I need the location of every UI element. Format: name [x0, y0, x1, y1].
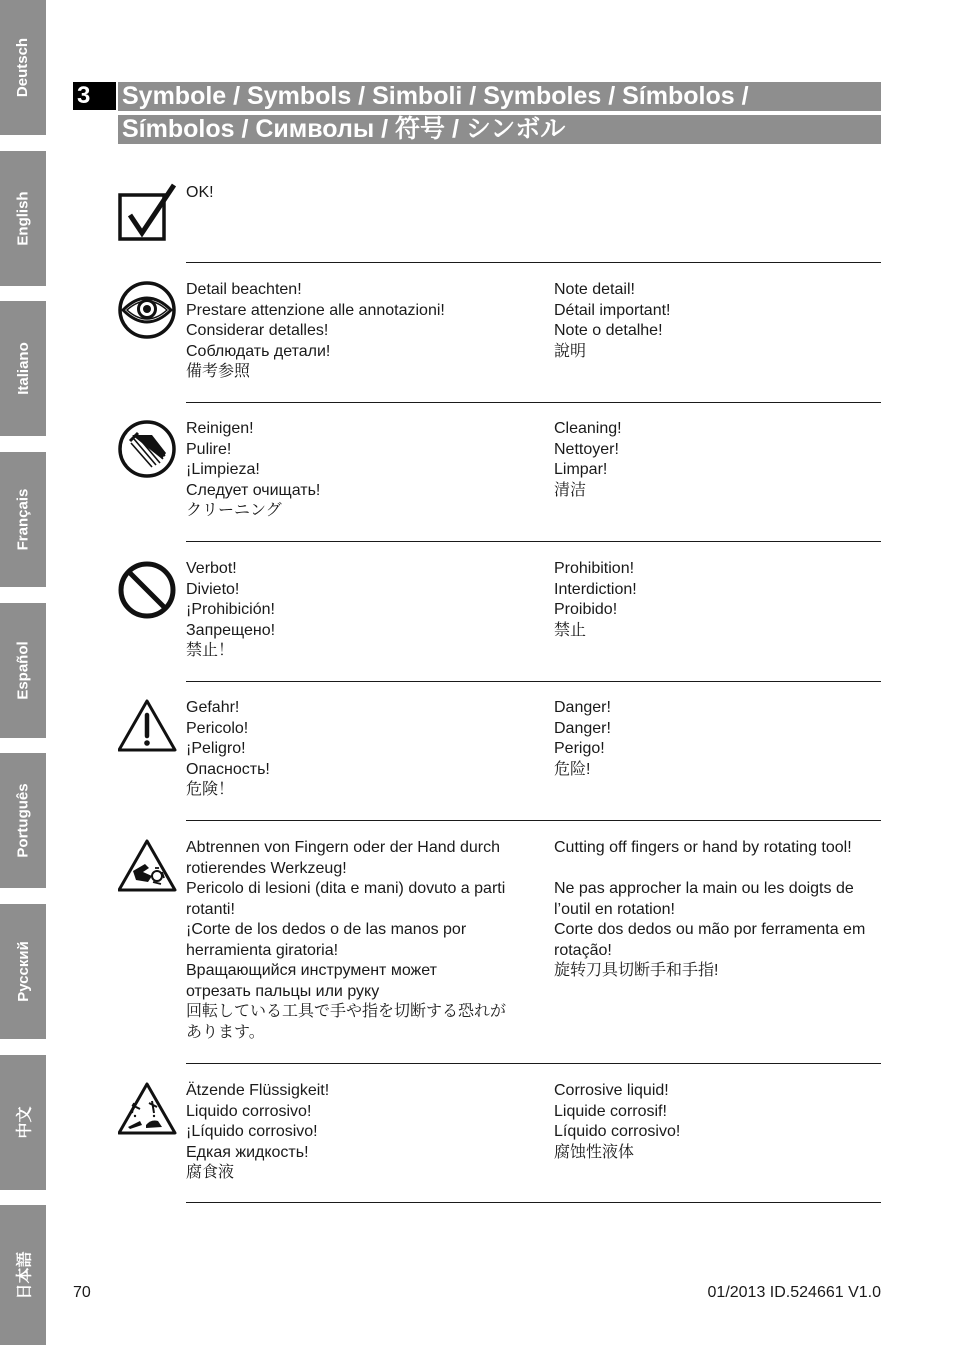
symbol-text-line: 回転している工具で手や指を切断する恐れがあります。 — [186, 1003, 507, 1041]
symbol-text-line: Note o detalhe! — [554, 322, 663, 339]
symbol-text-line: Cleaning! — [554, 420, 622, 437]
side-tab-label: Español — [14, 641, 32, 700]
side-tab-italiano[interactable] — [0, 301, 46, 436]
symbol-text-line: Cutting off fingers or hand by rotating tool! — [554, 839, 852, 856]
side-tab-label: 中文 — [16, 1106, 34, 1139]
side-tab-label: 日本語 — [16, 1250, 34, 1300]
symbol-text-line: Gefahr! — [186, 699, 240, 716]
symbol-text-line: ¡Prohibición! — [186, 601, 275, 618]
row-divider — [186, 541, 881, 542]
symbol-text-line: Ätzende Flüssigkeit! — [186, 1082, 330, 1099]
symbol-text-line: Pericolo di lesioni (dita e mani) dovuto a parti rotanti! — [186, 880, 506, 918]
symbol-text-line: OK! — [186, 184, 214, 201]
symbol-text-line: Reinigen! — [186, 420, 254, 437]
side-tab-label: Português — [14, 783, 32, 858]
side-tab-label: Русский — [14, 941, 32, 1002]
symbol-text-line: Nettoyer! — [554, 440, 619, 458]
eye-icon — [118, 280, 178, 340]
symbol-text-line: Prohibition! — [554, 560, 635, 577]
side-tab-label: Français — [14, 488, 32, 551]
symbol-text-line: Danger! — [554, 699, 611, 716]
symbol-text-line: Следует очищать! — [186, 481, 321, 499]
symbol-text-left — [186, 559, 516, 662]
symbol-text-line: 腐食液 — [186, 1164, 235, 1181]
symbol-text-right — [554, 280, 894, 362]
symbol-text-line: Ne pas approcher la main ou les doigts de l’outil en rotation! — [554, 880, 854, 918]
row-divider — [186, 820, 881, 821]
symbol-text-line: 危険！ — [186, 781, 235, 798]
section-number: 3 — [73, 82, 116, 110]
symbol-text-line: Verbot! — [186, 560, 237, 577]
page-number: 70 — [73, 1284, 91, 1301]
side-tab-label: English — [14, 191, 32, 246]
symbol-text-line — [554, 859, 884, 880]
symbol-text-right — [554, 698, 894, 780]
symbol-text-line: ¡Limpieza! — [186, 461, 260, 478]
corrosive-icon — [118, 1081, 178, 1141]
symbol-text-line: 清洁 — [554, 481, 587, 499]
section-title-line2: Símbolos / Символы / 符号 / シンボル — [118, 115, 881, 144]
side-tab-english[interactable] — [0, 151, 46, 286]
warning-triangle-icon — [118, 698, 178, 758]
symbol-text-line: Едкая жидкость! — [186, 1143, 309, 1161]
side-tab-espanol[interactable] — [0, 603, 46, 738]
symbol-text-line: Запрещено! — [186, 621, 276, 639]
side-tab-label: Italiano — [14, 342, 32, 395]
symbol-text-line: Considerar detalles! — [186, 322, 329, 339]
symbol-text-left — [186, 698, 516, 801]
row-divider — [186, 262, 881, 263]
symbol-text-left — [186, 838, 506, 1043]
side-tab-russian[interactable] — [0, 904, 46, 1039]
row-divider — [186, 681, 881, 682]
symbol-text-line: Abtrennen von Fingern oder der Hand durch rotierendes Werkzeug! — [186, 839, 500, 877]
symbol-text-line: ¡Corte de los dedos o de las manos por herramienta giratoria! — [186, 921, 467, 959]
symbol-text-line: Proibido! — [554, 601, 618, 618]
symbol-text-line: Limpar! — [554, 461, 608, 478]
symbol-text-line: Corrosive liquid! — [554, 1082, 669, 1099]
rotating-tool-hand-icon — [118, 838, 178, 898]
checkbox-check-icon — [118, 183, 178, 243]
side-tab-chinese[interactable] — [0, 1055, 46, 1190]
symbol-text-left — [186, 419, 516, 522]
symbol-text-line: Perigo! — [554, 740, 605, 757]
symbol-text-left — [186, 1081, 516, 1184]
symbol-text-line: ¡Peligro! — [186, 740, 246, 757]
brush-cleaning-icon — [118, 419, 178, 479]
symbol-text-line: 危险! — [554, 760, 591, 778]
symbol-text-right — [554, 1081, 894, 1163]
symbol-text-line: Prestare attenzione alle annotazioni! — [186, 301, 445, 319]
symbol-text-right — [554, 559, 894, 641]
symbol-text-line: Detail beachten! — [186, 281, 302, 298]
side-tab-label: Deutsch — [14, 37, 32, 98]
symbol-text-line: Pulire! — [186, 440, 232, 458]
document-id: 01/2013 ID.524661 V1.0 — [707, 1284, 881, 1301]
side-tab-francais[interactable] — [0, 452, 46, 587]
symbol-text-line: Вращающийся инструмент может отрезать пальцы или руку — [186, 962, 437, 1000]
symbol-text-line: 備考参照 — [186, 363, 251, 380]
symbol-text-line: Опасность! — [186, 760, 270, 778]
symbol-text-line: Líquido corrosivo! — [554, 1123, 681, 1140]
side-tab-deutsch[interactable] — [0, 0, 46, 135]
symbol-text-right — [554, 419, 894, 501]
symbol-text-line: クリーニング — [186, 502, 282, 519]
symbol-text-line: 腐蚀性液体 — [554, 1143, 635, 1161]
symbol-text-line: Pericolo! — [186, 719, 249, 737]
symbol-text-line: 禁止！ — [186, 642, 235, 659]
row-divider — [186, 402, 881, 403]
symbol-text-line: Divieto! — [186, 580, 240, 598]
symbol-text-right — [554, 838, 884, 982]
symbol-text-line: Détail important! — [554, 301, 671, 319]
symbol-text-line: 禁止 — [554, 621, 587, 639]
symbol-text-line: Interdiction! — [554, 580, 637, 598]
prohibition-icon — [118, 559, 178, 619]
symbol-text-line: Liquido corrosivo! — [186, 1102, 312, 1120]
row-divider — [186, 1063, 881, 1064]
symbol-text-line: ¡Líquido corrosivo! — [186, 1123, 318, 1140]
row-divider — [186, 1202, 881, 1203]
symbol-text-line: 旋转刀具切断手和手指! — [554, 962, 719, 979]
symbol-text-line: 說明 — [554, 342, 587, 360]
symbol-row-ok — [118, 183, 881, 253]
symbol-text-line: Note detail! — [554, 281, 635, 298]
symbol-text-line: Danger! — [554, 719, 611, 737]
side-tab-portugues[interactable] — [0, 753, 46, 888]
section-title-line1: Symbole / Symbols / Simboli / Symboles / Símbolos / — [118, 82, 881, 111]
side-tab-japanese[interactable] — [0, 1205, 46, 1345]
symbol-text-left — [186, 183, 516, 204]
symbol-text-left — [186, 280, 516, 383]
symbol-text-line: Соблюдать детали! — [186, 342, 331, 360]
symbol-text-line: Corte dos dedos ou mão por ferramenta em rotação! — [554, 921, 866, 959]
symbol-text-line: Liquide corrosif! — [554, 1102, 667, 1120]
